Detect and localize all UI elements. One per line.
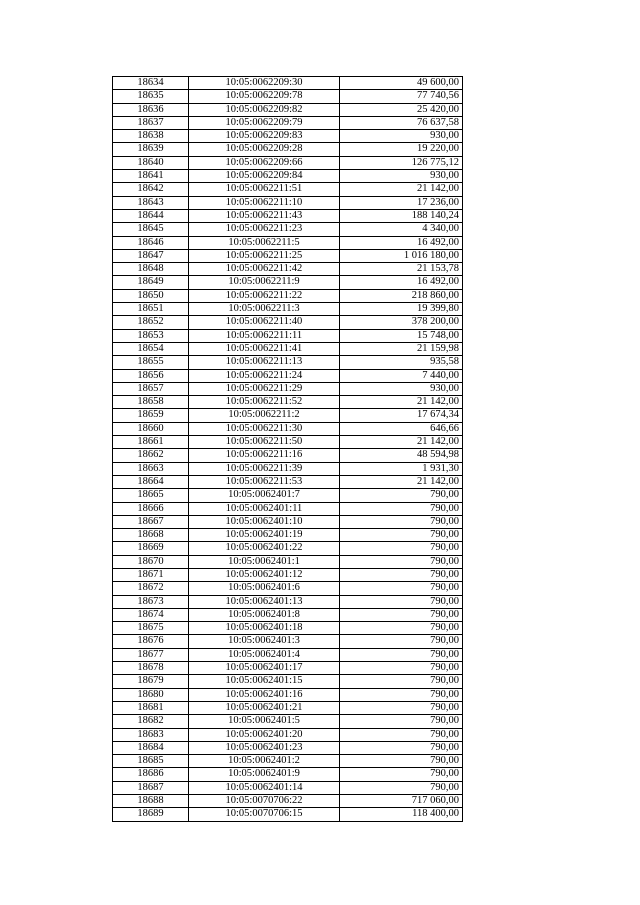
cadastral-number-cell: 10:05:0062401:6	[189, 582, 340, 595]
table-row	[113, 582, 463, 595]
row-number-cell: 18642	[113, 183, 189, 196]
row-number-cell: 18658	[113, 396, 189, 409]
cadastral-number-cell: 10:05:0062401:17	[189, 662, 340, 675]
row-number-cell: 18651	[113, 303, 189, 316]
row-number-cell: 18641	[113, 170, 189, 183]
cadastral-value-cell: 21 153,78	[340, 263, 463, 276]
cadastral-value-cell: 790,00	[340, 768, 463, 781]
table-row	[113, 635, 463, 648]
cadastral-value-cell: 930,00	[340, 170, 463, 183]
cadastral-number-cell: 10:05:0062209:78	[189, 90, 340, 103]
row-number-cell: 18678	[113, 662, 189, 675]
table-row	[113, 436, 463, 449]
table-row	[113, 715, 463, 728]
row-number-cell: 18661	[113, 436, 189, 449]
table-row	[113, 396, 463, 409]
cadastral-number-cell: 10:05:0062211:5	[189, 236, 340, 249]
table-row	[113, 116, 463, 129]
row-number-cell: 18657	[113, 382, 189, 395]
cadastral-value-cell: 790,00	[340, 728, 463, 741]
table-row	[113, 156, 463, 169]
cadastral-number-cell: 10:05:0062401:1	[189, 555, 340, 568]
row-number-cell: 18667	[113, 515, 189, 528]
row-number-cell: 18688	[113, 795, 189, 808]
row-number-cell: 18679	[113, 675, 189, 688]
row-number-cell: 18647	[113, 249, 189, 262]
table-row	[113, 342, 463, 355]
row-number-cell: 18659	[113, 409, 189, 422]
cadastral-value-cell: 930,00	[340, 130, 463, 143]
row-number-cell: 18671	[113, 568, 189, 581]
cadastral-value-cell: 790,00	[340, 595, 463, 608]
table-row	[113, 502, 463, 515]
cadastral-number-cell: 10:05:0062401:16	[189, 688, 340, 701]
cadastral-number-cell: 10:05:0062209:84	[189, 170, 340, 183]
cadastral-number-cell: 10:05:0062211:24	[189, 369, 340, 382]
cadastral-value-cell: 717 060,00	[340, 795, 463, 808]
cadastral-number-cell: 10:05:0062401:18	[189, 622, 340, 635]
cadastral-number-cell: 10:05:0062401:8	[189, 608, 340, 621]
cadastral-value-cell: 17 236,00	[340, 196, 463, 209]
cadastral-number-cell: 10:05:0062209:28	[189, 143, 340, 156]
row-number-cell: 18687	[113, 781, 189, 794]
cadastral-number-cell: 10:05:0062211:51	[189, 183, 340, 196]
table-row	[113, 196, 463, 209]
cadastral-number-cell: 10:05:0062211:43	[189, 209, 340, 222]
cadastral-value-cell: 790,00	[340, 675, 463, 688]
cadastral-number-cell: 10:05:0062211:13	[189, 356, 340, 369]
cadastral-number-cell: 10:05:0062401:23	[189, 741, 340, 754]
cadastral-number-cell: 10:05:0062209:83	[189, 130, 340, 143]
row-number-cell: 18634	[113, 77, 189, 90]
cadastral-value-cell: 77 740,56	[340, 90, 463, 103]
cadastral-value-cell: 21 142,00	[340, 436, 463, 449]
row-number-cell: 18684	[113, 741, 189, 754]
table-row	[113, 382, 463, 395]
row-number-cell: 18636	[113, 103, 189, 116]
cadastral-number-cell: 10:05:0062211:50	[189, 436, 340, 449]
cadastral-number-cell: 10:05:0062211:42	[189, 263, 340, 276]
row-number-cell: 18655	[113, 356, 189, 369]
row-number-cell: 18682	[113, 715, 189, 728]
cadastral-value-cell: 790,00	[340, 701, 463, 714]
row-number-cell: 18648	[113, 263, 189, 276]
cadastral-value-cell: 378 200,00	[340, 316, 463, 329]
row-number-cell: 18665	[113, 489, 189, 502]
cadastral-number-cell: 10:05:0062401:14	[189, 781, 340, 794]
cadastral-number-cell: 10:05:0062401:4	[189, 648, 340, 661]
row-number-cell: 18672	[113, 582, 189, 595]
table-row	[113, 542, 463, 555]
cadastral-value-cell: 4 340,00	[340, 223, 463, 236]
table-row	[113, 170, 463, 183]
row-number-cell: 18653	[113, 329, 189, 342]
row-number-cell: 18643	[113, 196, 189, 209]
row-number-cell: 18674	[113, 608, 189, 621]
table-row	[113, 662, 463, 675]
cadastral-number-cell: 10:05:0062401:7	[189, 489, 340, 502]
cadastral-value-cell: 790,00	[340, 662, 463, 675]
table-row	[113, 515, 463, 528]
table-row	[113, 77, 463, 90]
table-body	[113, 77, 463, 822]
table-row	[113, 688, 463, 701]
cadastral-value-cell: 21 142,00	[340, 396, 463, 409]
table-row	[113, 648, 463, 661]
cadastral-value-cell: 49 600,00	[340, 77, 463, 90]
row-number-cell: 18646	[113, 236, 189, 249]
row-number-cell: 18656	[113, 369, 189, 382]
cadastral-value-cell: 1 016 180,00	[340, 249, 463, 262]
table-row	[113, 568, 463, 581]
cadastral-number-cell: 10:05:0062211:25	[189, 249, 340, 262]
row-number-cell: 18680	[113, 688, 189, 701]
row-number-cell: 18639	[113, 143, 189, 156]
cadastral-value-cell: 646,66	[340, 422, 463, 435]
cadastral-number-cell: 10:05:0062209:79	[189, 116, 340, 129]
row-number-cell: 18675	[113, 622, 189, 635]
cadastral-value-table	[112, 76, 463, 822]
cadastral-value-cell: 17 674,34	[340, 409, 463, 422]
row-number-cell: 18649	[113, 276, 189, 289]
row-number-cell: 18685	[113, 755, 189, 768]
table-row	[113, 369, 463, 382]
cadastral-value-cell: 15 748,00	[340, 329, 463, 342]
cadastral-value-cell: 790,00	[340, 515, 463, 528]
cadastral-value-cell: 16 492,00	[340, 276, 463, 289]
row-number-cell: 18662	[113, 449, 189, 462]
row-number-cell: 18654	[113, 342, 189, 355]
cadastral-number-cell: 10:05:0062401:10	[189, 515, 340, 528]
row-number-cell: 18666	[113, 502, 189, 515]
cadastral-value-cell: 790,00	[340, 542, 463, 555]
row-number-cell: 18670	[113, 555, 189, 568]
row-number-cell: 18689	[113, 808, 189, 821]
cadastral-number-cell: 10:05:0062401:22	[189, 542, 340, 555]
table-row	[113, 356, 463, 369]
cadastral-number-cell: 10:05:0062401:11	[189, 502, 340, 515]
cadastral-number-cell: 10:05:0062211:22	[189, 289, 340, 302]
cadastral-number-cell: 10:05:0062401:5	[189, 715, 340, 728]
table-row	[113, 475, 463, 488]
cadastral-number-cell: 10:05:0062211:52	[189, 396, 340, 409]
cadastral-value-cell: 188 140,24	[340, 209, 463, 222]
cadastral-value-cell: 25 420,00	[340, 103, 463, 116]
cadastral-number-cell: 10:05:0062401:9	[189, 768, 340, 781]
table-row	[113, 316, 463, 329]
table-row	[113, 209, 463, 222]
cadastral-value-cell: 118 400,00	[340, 808, 463, 821]
cadastral-value-cell: 790,00	[340, 568, 463, 581]
table-row	[113, 236, 463, 249]
cadastral-value-cell: 21 159,98	[340, 342, 463, 355]
table-row	[113, 808, 463, 821]
cadastral-number-cell: 10:05:0062209:82	[189, 103, 340, 116]
row-number-cell: 18683	[113, 728, 189, 741]
cadastral-value-cell: 790,00	[340, 555, 463, 568]
cadastral-value-cell: 790,00	[340, 741, 463, 754]
cadastral-value-cell: 1 931,30	[340, 462, 463, 475]
cadastral-value-cell: 935,58	[340, 356, 463, 369]
cadastral-number-cell: 10:05:0062211:40	[189, 316, 340, 329]
table-row	[113, 303, 463, 316]
table-row	[113, 529, 463, 542]
cadastral-number-cell: 10:05:0062211:9	[189, 276, 340, 289]
cadastral-value-cell: 790,00	[340, 608, 463, 621]
cadastral-number-cell: 10:05:0062401:3	[189, 635, 340, 648]
table-row	[113, 462, 463, 475]
cadastral-value-cell: 790,00	[340, 688, 463, 701]
table-row	[113, 183, 463, 196]
table-row	[113, 422, 463, 435]
cadastral-number-cell: 10:05:0070706:15	[189, 808, 340, 821]
cadastral-value-cell: 790,00	[340, 648, 463, 661]
cadastral-number-cell: 10:05:0062401:21	[189, 701, 340, 714]
cadastral-value-cell: 790,00	[340, 715, 463, 728]
table-row	[113, 263, 463, 276]
table-row	[113, 409, 463, 422]
table-row	[113, 555, 463, 568]
row-number-cell: 18669	[113, 542, 189, 555]
row-number-cell: 18640	[113, 156, 189, 169]
table-row	[113, 90, 463, 103]
cadastral-value-cell: 790,00	[340, 502, 463, 515]
table-row	[113, 741, 463, 754]
cadastral-number-cell: 10:05:0062401:12	[189, 568, 340, 581]
row-number-cell: 18645	[113, 223, 189, 236]
row-number-cell: 18663	[113, 462, 189, 475]
table-row	[113, 795, 463, 808]
cadastral-number-cell: 10:05:0062401:2	[189, 755, 340, 768]
table-row	[113, 276, 463, 289]
table-row	[113, 249, 463, 262]
table-row	[113, 608, 463, 621]
row-number-cell: 18635	[113, 90, 189, 103]
table-row	[113, 755, 463, 768]
cadastral-value-cell: 19 220,00	[340, 143, 463, 156]
table-row	[113, 449, 463, 462]
table-row	[113, 223, 463, 236]
cadastral-number-cell: 10:05:0070706:22	[189, 795, 340, 808]
table-row	[113, 103, 463, 116]
cadastral-value-cell: 790,00	[340, 781, 463, 794]
cadastral-number-cell: 10:05:0062211:3	[189, 303, 340, 316]
cadastral-value-cell: 790,00	[340, 489, 463, 502]
cadastral-number-cell: 10:05:0062211:29	[189, 382, 340, 395]
row-number-cell: 18637	[113, 116, 189, 129]
cadastral-number-cell: 10:05:0062211:11	[189, 329, 340, 342]
cadastral-number-cell: 10:05:0062211:2	[189, 409, 340, 422]
cadastral-value-cell: 790,00	[340, 635, 463, 648]
cadastral-number-cell: 10:05:0062209:66	[189, 156, 340, 169]
cadastral-value-cell: 48 594,98	[340, 449, 463, 462]
row-number-cell: 18676	[113, 635, 189, 648]
cadastral-value-cell: 76 637,58	[340, 116, 463, 129]
row-number-cell: 18686	[113, 768, 189, 781]
table-row	[113, 329, 463, 342]
table-row	[113, 595, 463, 608]
cadastral-number-cell: 10:05:0062211:30	[189, 422, 340, 435]
row-number-cell: 18644	[113, 209, 189, 222]
row-number-cell: 18677	[113, 648, 189, 661]
cadastral-value-cell: 126 775,12	[340, 156, 463, 169]
table-row	[113, 768, 463, 781]
table-row	[113, 622, 463, 635]
cadastral-value-cell: 16 492,00	[340, 236, 463, 249]
row-number-cell: 18668	[113, 529, 189, 542]
cadastral-value-cell: 7 440,00	[340, 369, 463, 382]
cadastral-value-cell: 218 860,00	[340, 289, 463, 302]
cadastral-value-cell: 790,00	[340, 529, 463, 542]
cadastral-value-cell: 790,00	[340, 755, 463, 768]
cadastral-value-cell: 19 399,80	[340, 303, 463, 316]
cadastral-value-cell: 21 142,00	[340, 475, 463, 488]
cadastral-value-cell: 930,00	[340, 382, 463, 395]
cadastral-number-cell: 10:05:0062211:41	[189, 342, 340, 355]
table-row	[113, 701, 463, 714]
cadastral-number-cell: 10:05:0062211:39	[189, 462, 340, 475]
row-number-cell: 18652	[113, 316, 189, 329]
table-row	[113, 728, 463, 741]
table-row	[113, 781, 463, 794]
table-row	[113, 289, 463, 302]
cadastral-number-cell: 10:05:0062211:53	[189, 475, 340, 488]
cadastral-number-cell: 10:05:0062401:13	[189, 595, 340, 608]
table-row	[113, 489, 463, 502]
row-number-cell: 18664	[113, 475, 189, 488]
cadastral-number-cell: 10:05:0062211:23	[189, 223, 340, 236]
cadastral-number-cell: 10:05:0062401:20	[189, 728, 340, 741]
row-number-cell: 18673	[113, 595, 189, 608]
cadastral-number-cell: 10:05:0062211:10	[189, 196, 340, 209]
cadastral-number-cell: 10:05:0062209:30	[189, 77, 340, 90]
cadastral-value-cell: 790,00	[340, 622, 463, 635]
row-number-cell: 18681	[113, 701, 189, 714]
row-number-cell: 18638	[113, 130, 189, 143]
cadastral-number-cell: 10:05:0062401:19	[189, 529, 340, 542]
row-number-cell: 18650	[113, 289, 189, 302]
table-row	[113, 130, 463, 143]
cadastral-number-cell: 10:05:0062211:16	[189, 449, 340, 462]
row-number-cell: 18660	[113, 422, 189, 435]
table-row	[113, 675, 463, 688]
cadastral-value-cell: 21 142,00	[340, 183, 463, 196]
table-row	[113, 143, 463, 156]
cadastral-value-cell: 790,00	[340, 582, 463, 595]
cadastral-number-cell: 10:05:0062401:15	[189, 675, 340, 688]
